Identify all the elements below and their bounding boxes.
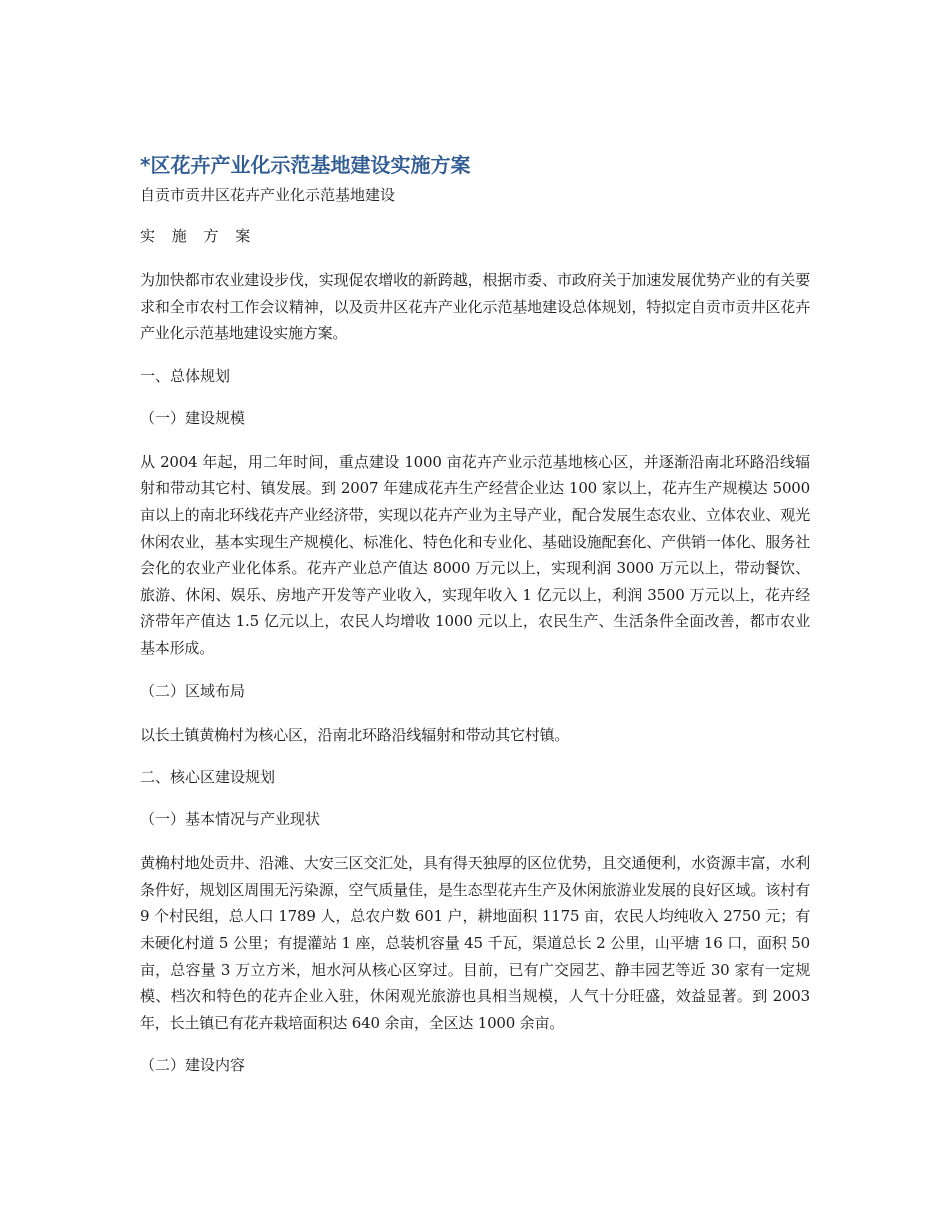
scale-paragraph: 从 2004 年起，用二年时间，重点建设 1000 亩花卉产业示范基地核心区，并逐渐沿南北环路沿线辐射和带动其它村、镇发展。到 2007 年建成花卉生产经营企业达 100 家以上，花卉生产规模达 5000 亩以上的南北环线花卉产业经济带，实现以花卉产业为主导产业，配合发展生态农业、立体农业、观光休闲农业，基本实现生产规模化、标准化、特色化和专业化、基础设施配套化、产供销一体化、服务社会化的农业产业化体系。花卉产业总产值达 8000 万元以上，实现利润 3000 万元以上，带动餐饮、旅游、休闲、娱乐、房地产开发等产业收入，实现年收入 1 亿元以上，利润 3500 万元以上，花卉经济带年产值达 1.5 亿元以上，农民人均增收 1000 元以上，农民生产、生活条件全面改善，都市农业基本形成。 xyxy=(140,452,810,657)
section-heading-core-area: 二、核心区建设规划 xyxy=(140,768,276,787)
subsection-heading-layout: （二）区域布局 xyxy=(140,681,246,700)
subsection-heading-scale: （一）建设规模 xyxy=(140,408,246,427)
section-heading-overall-plan: 一、总体规划 xyxy=(140,366,231,385)
status-paragraph: 黄桷村地处贡井、沿滩、大安三区交汇处，具有得天独厚的区位优势，且交通便利，水资源丰富，水利条件好，规划区周围无污染源，空气质量佳，是生态型花卉生产及休闲旅游业发展的良好区域。该村有 9 个村民组，总人口 1789 人，总农户数 601 户，耕地面积 1175 亩，农民人均纯收入 2750 元；有未硬化村道 5 公里；有提灌站 1 座，总装机容量 45 千瓦，渠道总长 2 公里，山平塘 16 口，面积 50 亩，总容量 3 万立方米，旭水河从核心区穿过。目前，已有广交园艺、静丰园艺等近 30 家有一定规模、档次和特色的花卉企业入驻，休闲观光旅游也具相当规模，人气十分旺盛，效益显著。到 2003 年，长土镇已有花卉栽培面积达 640 余亩，全区达 1000 余亩。 xyxy=(140,854,810,1032)
subsection-heading-content: （二）建设内容 xyxy=(140,1056,246,1075)
layout-paragraph: 以长土镇黄桷村为核心区，沿南北环路沿线辐射和带动其它村镇。 xyxy=(140,725,570,744)
intro-paragraph: 为加快都市农业建设步伐，实现促农增收的新跨越，根据市委、市政府关于加速发展优势产业的有关要求和全市农村工作会议精神，以及贡井区花卉产业化示范基地建设总体规划，特拟定自贡市贡井区花卉产业化示范基地建设实施方案。 xyxy=(140,271,810,343)
subsection-heading-status: （一）基本情况与产业现状 xyxy=(140,810,321,829)
document-page xyxy=(140,150,810,1096)
plan-label: 实 施 方 案 xyxy=(140,227,257,245)
document-subtitle: 自贡市贡井区花卉产业化示范基地建设 xyxy=(140,186,396,204)
document-title: *区花卉产业化示范基地建设实施方案 xyxy=(140,153,471,177)
